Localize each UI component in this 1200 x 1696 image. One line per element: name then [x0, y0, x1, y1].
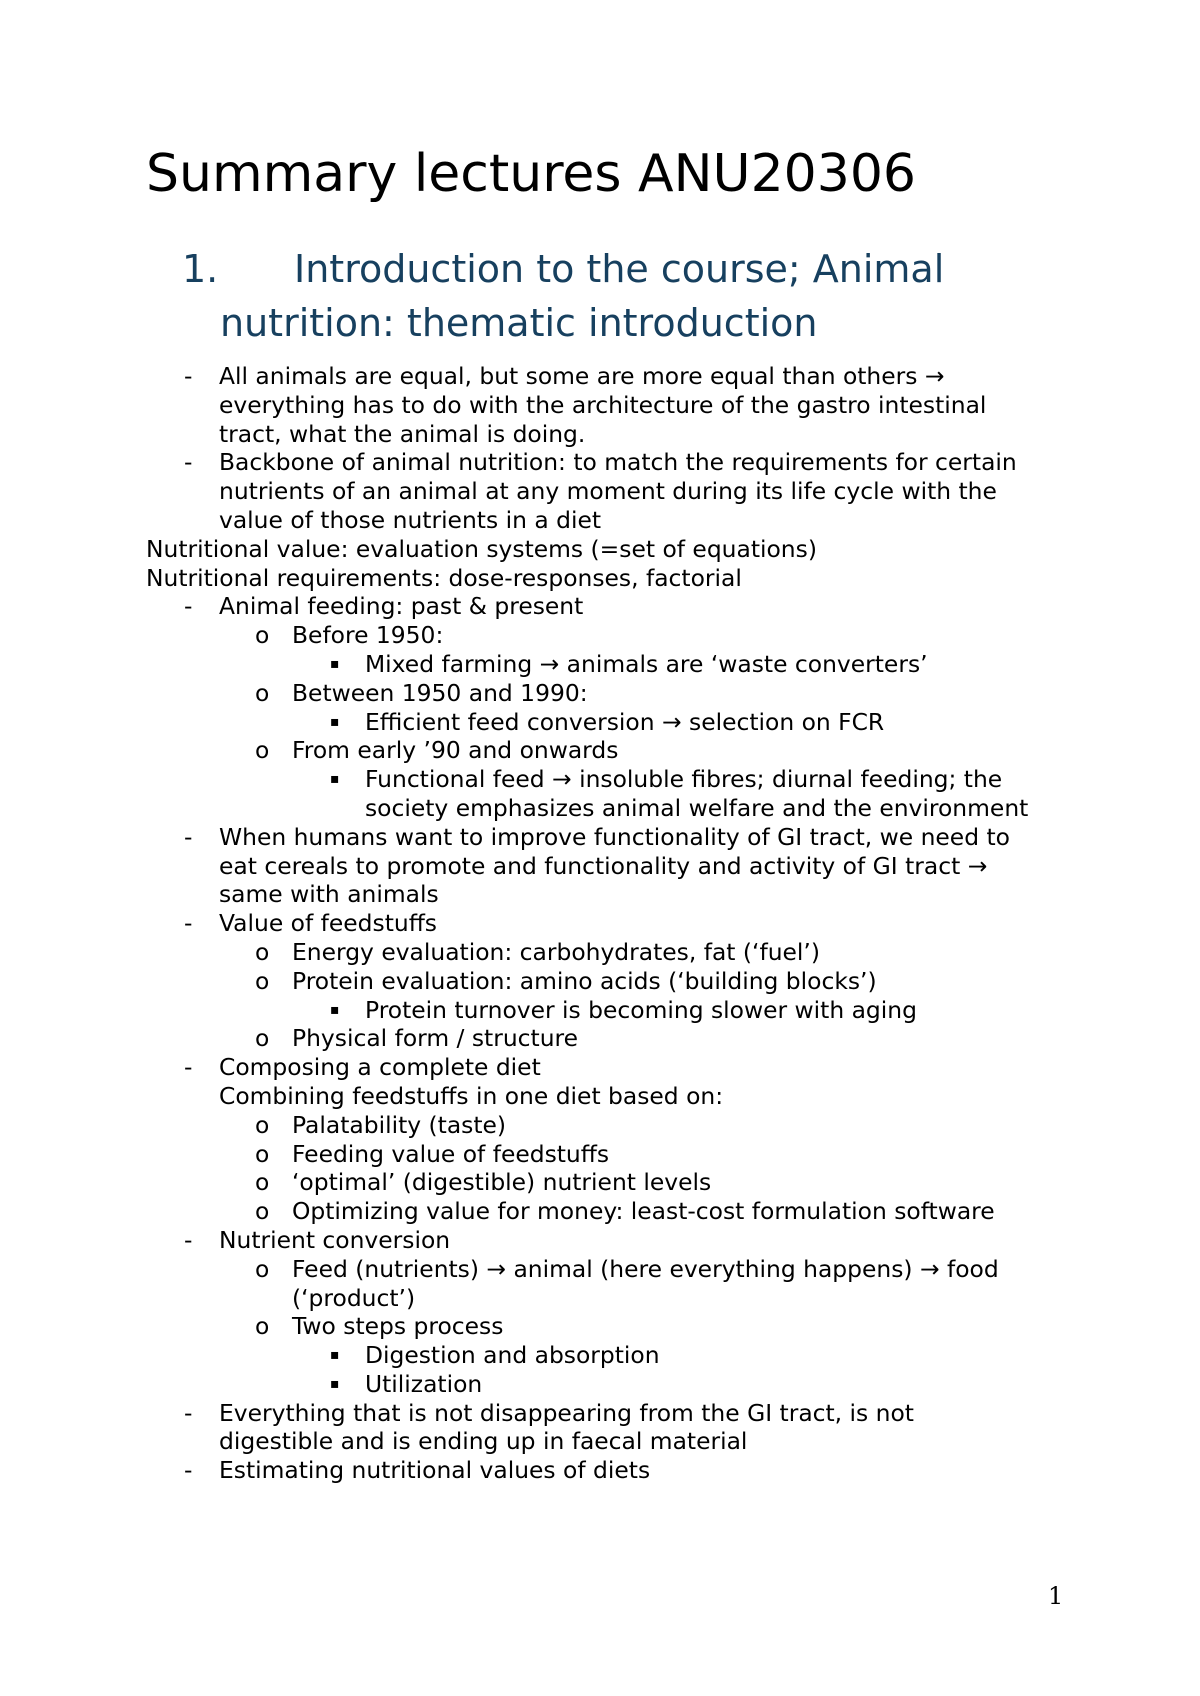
- section-number: 1.: [182, 247, 219, 291]
- bullet-marker: o: [255, 1312, 270, 1341]
- bullet-marker: -: [184, 1053, 193, 1082]
- list-item-text: Energy evaluation: carbohydrates, fat (‘fuel’): [292, 937, 820, 966]
- bullet-marker: -: [184, 1398, 193, 1427]
- list-item-text: Animal feeding: past & present: [219, 592, 584, 621]
- bullet-marker: ▪: [330, 655, 340, 672]
- bullet-marker: -: [184, 362, 193, 390]
- list-item: [146, 823, 1086, 852]
- list-item-text: Nutritional requirements: dose-responses, factorial: [146, 563, 742, 592]
- list-item: [146, 1082, 1086, 1111]
- list-item: [146, 679, 1086, 708]
- list-item-text: ‘optimal’ (digestible) nutrient levels: [292, 1168, 712, 1197]
- list-item-text: Palatability (taste): [292, 1110, 507, 1139]
- bullet-marker: o: [255, 1197, 270, 1226]
- list-item-text: Efficient feed conversion → selection on FCR: [365, 707, 885, 736]
- list-item-text: Nutritional value: evaluation systems (=set of equations): [146, 534, 817, 563]
- list-item: [146, 592, 1086, 621]
- list-item: [146, 736, 1086, 765]
- list-item-text: Two steps process: [292, 1312, 504, 1341]
- bullet-marker: o: [255, 1110, 270, 1139]
- list-item-text: value of those nutrients in a diet: [219, 505, 602, 534]
- bullet-marker: o: [255, 1139, 270, 1168]
- list-item-text: (‘product’): [292, 1283, 416, 1312]
- list-item-text: When humans want to improve functionality of GI tract, we need to: [219, 822, 1010, 851]
- list-item-text: Protein turnover is becoming slower with aging: [365, 995, 917, 1024]
- list-item: [146, 794, 1086, 823]
- list-item: [146, 880, 1086, 909]
- list-item-text: Backbone of animal nutrition: to match the requirements for certain: [219, 448, 1017, 477]
- list-item-text: society emphasizes animal welfare and the environment: [365, 793, 1029, 822]
- list-item: [146, 1427, 1086, 1456]
- list-item: [146, 765, 1086, 794]
- list-item: [146, 967, 1086, 996]
- list-item: [146, 1168, 1086, 1197]
- section-heading: [182, 242, 1082, 350]
- list-item: [146, 996, 1086, 1025]
- bullet-marker: o: [255, 621, 270, 650]
- list-item: [146, 1341, 1086, 1370]
- list-item-text: nutrients of an animal at any moment during its life cycle with the: [219, 477, 997, 506]
- list-item: [146, 1456, 1086, 1485]
- bullet-marker: -: [184, 592, 193, 621]
- bullet-marker: o: [255, 937, 270, 966]
- list-item: [146, 909, 1086, 938]
- list-item-text: Protein evaluation: amino acids (‘building blocks’): [292, 966, 877, 995]
- bullet-marker: -: [184, 1225, 193, 1254]
- bullet-marker: -: [184, 909, 193, 938]
- list-item: [146, 1197, 1086, 1226]
- list-item-text: Optimizing value for money: least-cost formulation software: [292, 1197, 995, 1226]
- list-item-text: Feed (nutrients) → animal (here everything happens) → food: [292, 1254, 999, 1283]
- list-item-text: Between 1950 and 1990:: [292, 678, 588, 707]
- bullet-marker: -: [184, 822, 193, 851]
- list-item-text: Everything that is not disappearing from the GI tract, is not: [219, 1398, 914, 1427]
- list-item-text: All animals are equal, but some are more equal than others →: [219, 362, 945, 390]
- list-item: [146, 708, 1086, 737]
- list-item-text: Feeding value of feedstuffs: [292, 1139, 610, 1168]
- bullet-marker: ▪: [330, 1001, 340, 1018]
- list-item: [146, 1024, 1086, 1053]
- document-title: Summary lectures ANU20306: [146, 144, 916, 204]
- list-item: [146, 391, 1086, 420]
- list-item-text: Composing a complete diet: [219, 1053, 541, 1082]
- list-item-text: Value of feedstuffs: [219, 909, 437, 938]
- bullet-marker: -: [184, 1456, 193, 1485]
- list-item-text: Estimating nutritional values of diets: [219, 1456, 651, 1485]
- bullet-marker: ▪: [330, 1347, 340, 1364]
- list-item: [146, 1255, 1086, 1284]
- list-item-text: From early ’90 and onwards: [292, 736, 619, 765]
- list-item: [146, 1284, 1086, 1313]
- section-heading-line-1: Introduction to the course; Animal: [294, 247, 945, 291]
- bullet-marker: ▪: [330, 1375, 340, 1392]
- bullet-marker: o: [255, 1024, 270, 1053]
- list-item-text: Before 1950:: [292, 621, 444, 650]
- list-item: [146, 448, 1086, 477]
- list-item: [146, 621, 1086, 650]
- bullet-marker: ▪: [330, 771, 340, 788]
- list-item: [146, 564, 1086, 593]
- list-item: [146, 1399, 1086, 1428]
- list-item-text: Combining feedstuffs in one diet based on:: [219, 1081, 724, 1110]
- list-item-text: tract, what the animal is doing.: [219, 419, 586, 448]
- list-item: [146, 1226, 1086, 1255]
- list-item: [146, 1312, 1086, 1341]
- bullet-marker: o: [255, 1254, 270, 1283]
- bullet-marker: -: [184, 448, 193, 477]
- list-item: [146, 1140, 1086, 1169]
- list-item-text: Mixed farming → animals are ‘waste converters’: [365, 649, 928, 678]
- list-item-text: digestible and is ending up in faecal material: [219, 1427, 748, 1456]
- list-item: [146, 1111, 1086, 1140]
- list-item: [146, 1053, 1086, 1082]
- bullet-marker: o: [255, 1168, 270, 1197]
- list-item: [146, 852, 1086, 881]
- list-item: [146, 477, 1086, 506]
- list-item-text: same with animals: [219, 880, 439, 909]
- list-item-text: Digestion and absorption: [365, 1341, 660, 1370]
- list-item: [146, 362, 1086, 391]
- section-heading-line-2: nutrition: thematic introduction: [220, 301, 818, 345]
- list-item: [146, 535, 1086, 564]
- list-item-text: everything has to do with the architecture of the gastro intestinal: [219, 390, 987, 419]
- list-item-text: Physical form / structure: [292, 1024, 579, 1053]
- summary-content: [146, 362, 1086, 1485]
- list-item: [146, 420, 1086, 449]
- page-number: 1: [1048, 1582, 1064, 1610]
- bullet-marker: o: [255, 966, 270, 995]
- list-item: [146, 506, 1086, 535]
- list-item-text: eat cereals to promote and functionality and activity of GI tract →: [219, 851, 988, 880]
- bullet-marker: ▪: [330, 713, 340, 730]
- list-item-text: Utilization: [365, 1369, 483, 1398]
- list-item-text: Functional feed → insoluble fibres; diurnal feeding; the: [365, 765, 1003, 794]
- list-item-text: Nutrient conversion: [219, 1225, 451, 1254]
- list-item: [146, 1370, 1086, 1399]
- bullet-marker: o: [255, 678, 270, 707]
- list-item: [146, 650, 1086, 679]
- list-item: [146, 938, 1086, 967]
- bullet-marker: o: [255, 736, 270, 765]
